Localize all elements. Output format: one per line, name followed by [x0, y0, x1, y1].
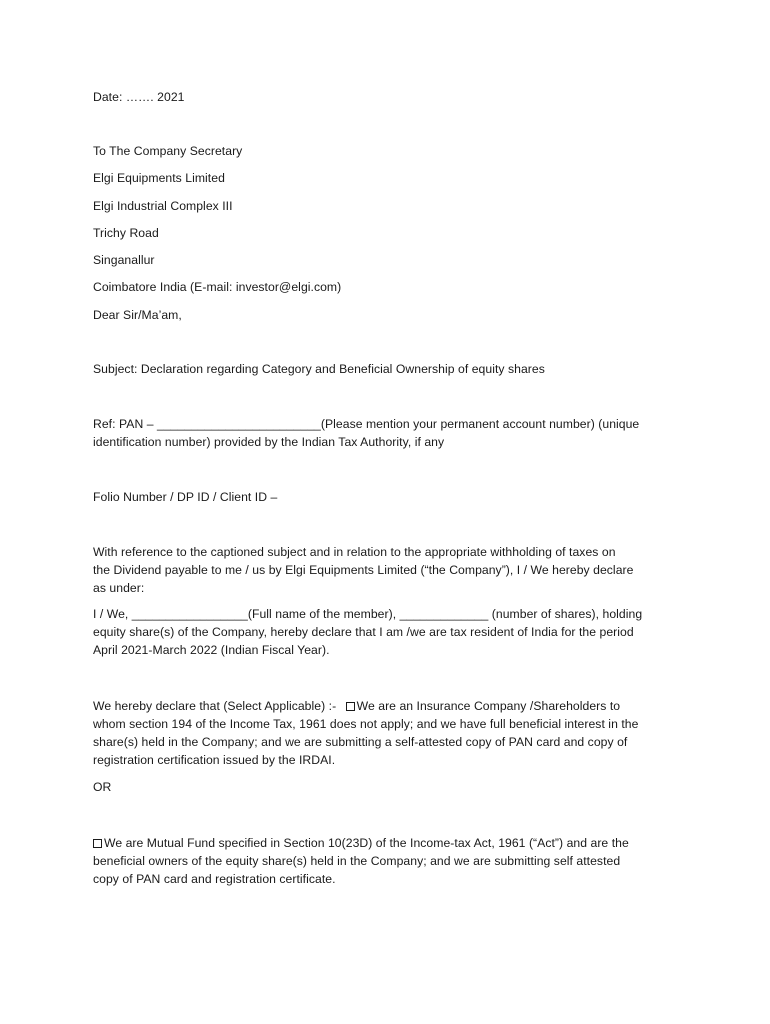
insurance-company-checkbox[interactable]: [346, 702, 355, 711]
declaration-line: whom section 194 of the Income Tax, 1961 does not apply; and we have full beneficial interest in the: [93, 717, 639, 731]
member-paragraph-line: I / We, _________________(Full name of the member), _____________ (number of shares), holding: [93, 607, 643, 621]
mutual-fund-first-line: [93, 834, 629, 852]
declaration-line: registration certification issued by the IRDAI.: [93, 753, 336, 767]
address-line: Coimbatore India (E-mail: investor@elgi.com): [93, 280, 342, 294]
or-separator: OR: [93, 780, 112, 794]
address-line: To The Company Secretary: [93, 144, 243, 158]
address-line: Singanallur: [93, 253, 155, 267]
address-line: Elgi Equipments Limited: [93, 171, 225, 185]
ref-line: Ref: PAN – ________________________(Please mention your permanent account number) (unique: [93, 417, 640, 431]
declaration-first-line: [93, 697, 620, 715]
address-line: Elgi Industrial Complex III: [93, 199, 233, 213]
member-paragraph-line: equity share(s) of the Company, hereby declare that I am /we are tax resident of India for the period: [93, 625, 634, 639]
salutation: Dear Sir/Ma’am,: [93, 308, 182, 322]
mutual-fund-line: copy of PAN card and registration certificate.: [93, 872, 336, 886]
reference-paragraph-line: the Dividend payable to me / us by Elgi Equipments Limited (“the Company”), I / We hereby declare: [93, 563, 634, 577]
subject-line: Subject: Declaration regarding Category and Beneficial Ownership of equity shares: [93, 362, 545, 376]
address-line: Trichy Road: [93, 226, 159, 240]
ref-line: identification number) provided by the Indian Tax Authority, if any: [93, 435, 445, 449]
declaration-line: share(s) held in the Company; and we are submitting a self-attested copy of PAN card and copy of: [93, 735, 628, 749]
date-line: Date: ……. 2021: [93, 90, 185, 104]
reference-paragraph-line: as under:: [93, 581, 145, 595]
mutual-fund-text: We are Mutual Fund specified in Section 10(23D) of the Income-tax Act, 1961 (“Act”) and are the: [104, 836, 629, 850]
declaration-prefix: We hereby declare that (Select Applicable) :-: [93, 699, 337, 713]
folio-line: Folio Number / DP ID / Client ID –: [93, 490, 278, 504]
mutual-fund-line: beneficial owners of the equity share(s) held in the Company; and we are submitting self attested: [93, 854, 621, 868]
mutual-fund-checkbox[interactable]: [93, 839, 102, 848]
declaration-suffix: We are an Insurance Company /Shareholders to: [356, 699, 621, 713]
member-paragraph-line: April 2021-March 2022 (Indian Fiscal Year).: [93, 643, 330, 657]
reference-paragraph-line: With reference to the captioned subject and in relation to the appropriate withholding of taxes on: [93, 545, 616, 559]
